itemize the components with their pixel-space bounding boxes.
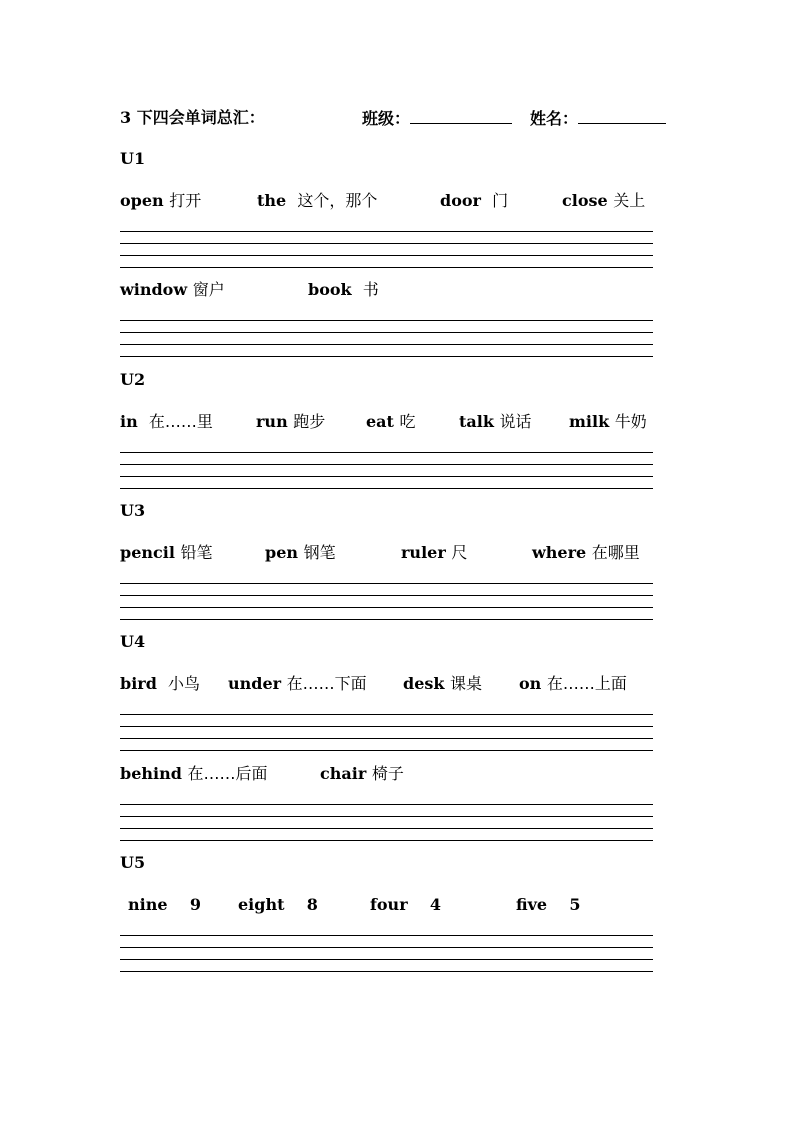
vocab-chinese: 在……下面 xyxy=(286,674,367,693)
vocab-chinese: 在……里 xyxy=(148,412,213,431)
vocab-item xyxy=(562,191,645,211)
vocab-english: pencil xyxy=(120,543,175,562)
class-blank-field[interactable] xyxy=(410,109,512,124)
vocab-english: where xyxy=(532,543,587,562)
vocab-english: pen xyxy=(265,543,298,562)
vocab-item xyxy=(370,895,441,915)
vocab-item xyxy=(516,895,581,915)
unit-label-u3: U3 xyxy=(120,501,146,520)
vocab-chinese: 关上 xyxy=(613,191,646,210)
vocab-item xyxy=(440,191,508,211)
vocab-english: five xyxy=(516,895,548,914)
unit-label-u1: U1 xyxy=(120,149,146,168)
writing-lines[interactable] xyxy=(120,583,653,621)
vocab-item xyxy=(128,895,201,915)
vocab-number: 4 xyxy=(429,895,442,914)
vocab-english: window xyxy=(120,280,188,299)
vocab-chinese: 窗户 xyxy=(192,280,225,299)
vocab-english: book xyxy=(308,280,352,299)
vocab-chinese: 打开 xyxy=(169,191,202,210)
vocab-item xyxy=(519,674,627,694)
vocab-english: on xyxy=(519,674,542,693)
vocab-item xyxy=(569,412,647,432)
vocab-chinese: 在……后面 xyxy=(187,764,268,783)
vocab-chinese: 课桌 xyxy=(450,674,483,693)
vocab-item xyxy=(120,191,201,211)
vocab-chinese: 铅笔 xyxy=(180,543,213,562)
vocab-english: behind xyxy=(120,764,182,783)
name-label-text: 姓名： xyxy=(530,109,579,128)
vocab-english: four xyxy=(370,895,408,914)
vocab-item xyxy=(120,674,200,694)
writing-lines[interactable] xyxy=(120,231,653,269)
vocab-english: talk xyxy=(459,412,494,431)
vocab-number: 5 xyxy=(569,895,581,914)
vocab-item xyxy=(459,412,532,432)
vocab-item xyxy=(532,543,640,563)
vocab-item xyxy=(120,764,268,784)
vocab-english: open xyxy=(120,191,164,210)
vocab-english: eat xyxy=(366,412,394,431)
vocab-english: in xyxy=(120,412,138,431)
vocab-number: 9 xyxy=(189,895,201,914)
vocab-item xyxy=(308,280,379,300)
writing-lines[interactable] xyxy=(120,714,653,752)
vocab-english: milk xyxy=(569,412,610,431)
vocab-english: close xyxy=(562,191,608,210)
vocab-english: desk xyxy=(403,674,445,693)
vocab-item xyxy=(120,412,213,432)
vocab-english: the xyxy=(257,191,287,210)
writing-lines[interactable] xyxy=(120,935,653,973)
vocab-chinese: 钢笔 xyxy=(303,543,336,562)
vocab-chinese: 书 xyxy=(362,280,379,299)
vocab-english: bird xyxy=(120,674,157,693)
vocab-english: under xyxy=(228,674,282,693)
vocab-chinese: 小鸟 xyxy=(168,674,201,693)
vocab-item xyxy=(238,895,318,915)
vocab-item xyxy=(120,280,225,300)
vocab-english: chair xyxy=(320,764,367,783)
vocab-item xyxy=(320,764,404,784)
vocab-item xyxy=(228,674,367,694)
vocab-item xyxy=(257,191,377,211)
vocab-chinese: 尺 xyxy=(451,543,468,562)
name-label xyxy=(530,109,666,128)
vocab-chinese: 牛奶 xyxy=(614,412,647,431)
unit-label-u2: U2 xyxy=(120,370,146,389)
name-blank-field[interactable] xyxy=(578,109,666,124)
vocab-chinese: 跑步 xyxy=(293,412,326,431)
vocab-item xyxy=(366,412,416,432)
unit-label-u4: U4 xyxy=(120,632,146,651)
vocab-chinese: 椅子 xyxy=(371,764,404,783)
page-title: 3 下四会单词总汇： xyxy=(120,108,265,127)
vocab-item xyxy=(403,674,482,694)
vocab-item xyxy=(256,412,325,432)
vocab-english: run xyxy=(256,412,288,431)
vocab-chinese: 说话 xyxy=(499,412,532,431)
class-label-text: 班级： xyxy=(362,109,411,128)
class-label xyxy=(362,109,512,128)
writing-lines[interactable] xyxy=(120,452,653,490)
vocab-chinese: 吃 xyxy=(399,412,416,431)
vocab-chinese: 这个，那个 xyxy=(297,191,378,210)
vocab-item xyxy=(265,543,336,563)
vocab-chinese: 在哪里 xyxy=(591,543,640,562)
vocab-english: ruler xyxy=(401,543,446,562)
vocab-chinese: 在……上面 xyxy=(546,674,627,693)
vocab-item xyxy=(120,543,213,563)
unit-label-u5: U5 xyxy=(120,853,146,872)
writing-lines[interactable] xyxy=(120,320,653,358)
vocab-english: eight xyxy=(238,895,285,914)
vocab-english: nine xyxy=(128,895,168,914)
writing-lines[interactable] xyxy=(120,804,653,842)
vocab-number: 8 xyxy=(306,895,318,914)
vocab-english: door xyxy=(440,191,481,210)
vocab-chinese: 门 xyxy=(492,191,509,210)
vocab-item xyxy=(401,543,467,563)
